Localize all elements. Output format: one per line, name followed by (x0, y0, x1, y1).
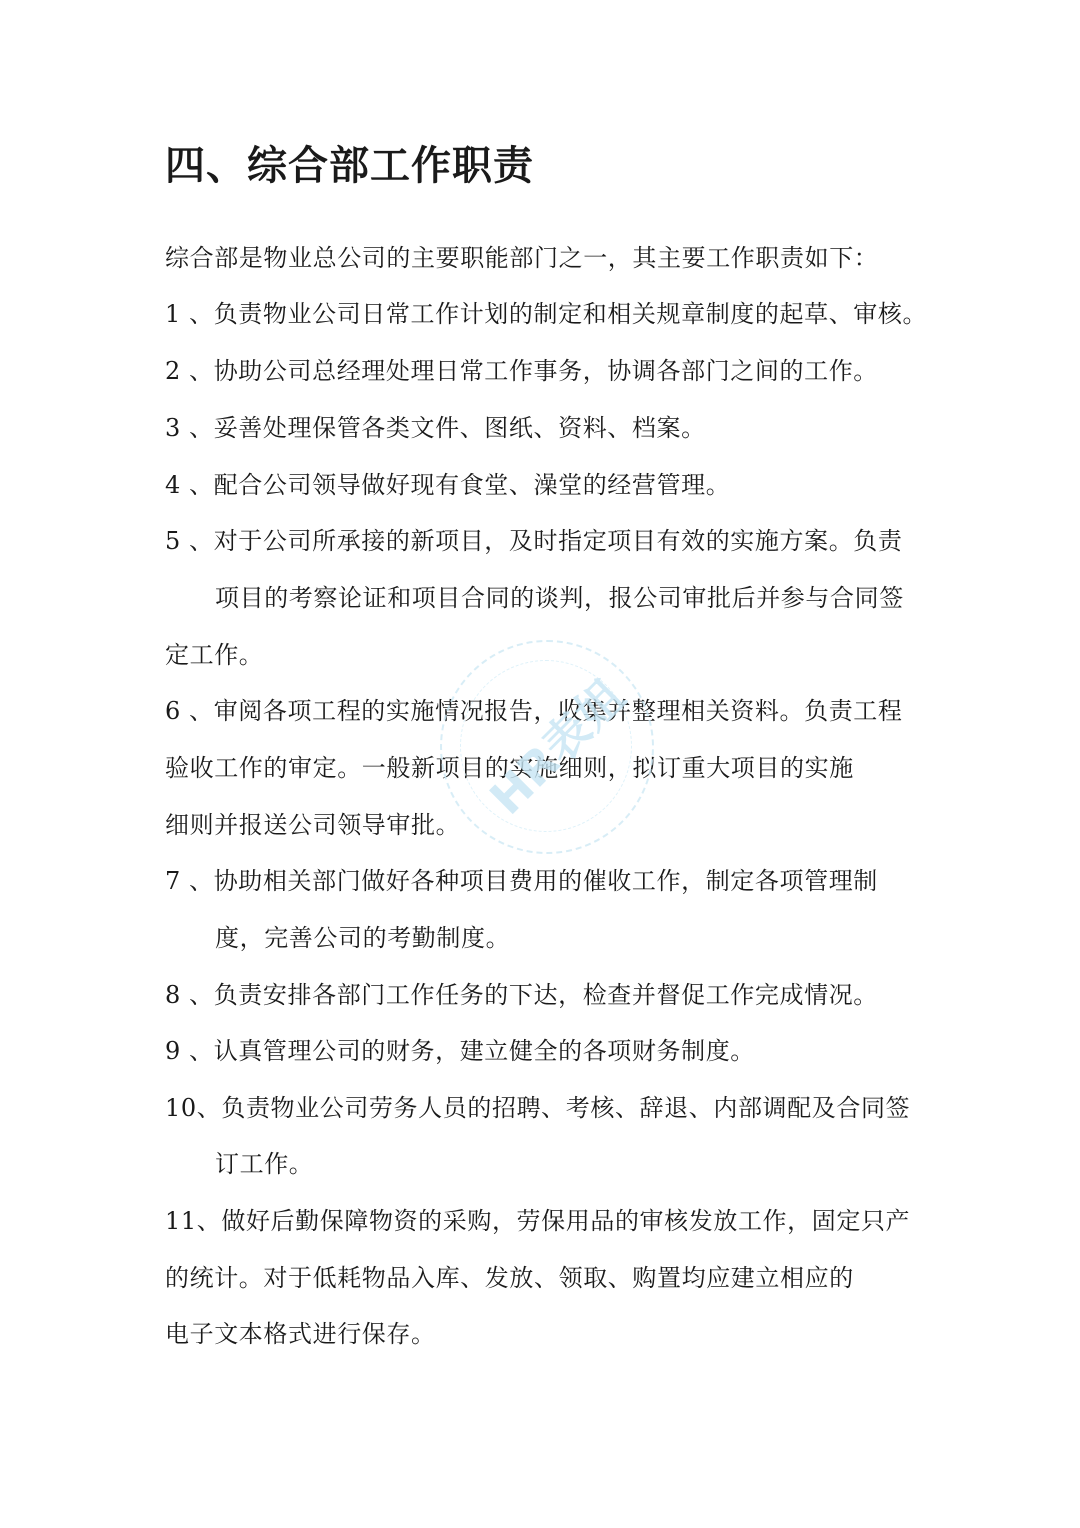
item-text: 协助相关部门做好各种项目费用的催收工作，制定各项管理制 (213, 867, 878, 895)
item-number: 2 、 (165, 357, 214, 385)
item-text: 协助公司总经理处理日常工作事务，协调各部门之间的工作。 (213, 357, 878, 385)
item-number: 8 、 (165, 981, 214, 1009)
item-text: 负责物业公司劳务人员的招聘、考核、辞退、内部调配及合同签 (221, 1094, 911, 1122)
list-item (165, 978, 878, 1012)
item-continuation: 电子文本格式进行保存。 (165, 1320, 436, 1348)
list-item (165, 524, 903, 558)
item-continuation: 的统计。对于低耗物品入库、发放、领取、购置均应建立相应的 (165, 1264, 854, 1292)
watermark-seal (440, 640, 654, 854)
item-text: 配合公司领导做好现有食堂、澡堂的经营管理。 (213, 471, 731, 499)
item-text: 负责物业公司日常工作计划的制定和相关规章制度的起草、审核。 (213, 300, 928, 328)
item-text: 认真管理公司的财务，建立健全的各项财务制度。 (213, 1037, 755, 1065)
item-text: 妥善处理保管各类文件、图纸、资料、档案。 (213, 414, 706, 442)
intro-paragraph: 综合部是物业总公司的主要职能部门之一，其主要工作职责如下： (165, 244, 879, 272)
item-number: 10、 (165, 1094, 222, 1122)
list-item (165, 354, 878, 388)
list-item (165, 1091, 910, 1125)
item-number: 6 、 (165, 697, 214, 725)
watermark-text: HR表姐 (479, 669, 635, 825)
item-number: 7 、 (165, 867, 214, 895)
item-continuation: 验收工作的审定。一般新项目的实施细则，拟订重大项目的实施 (165, 754, 854, 782)
item-continuation: 项目的考察论证和项目合同的谈判，报公司审批后并参与合同签 (215, 584, 904, 612)
item-text: 审阅各项工程的实施情况报告，收集并整理相关资料。负责工程 (213, 697, 903, 725)
item-text: 做好后勤保障物资的采购，劳保用品的审核发放工作，固定只产 (221, 1207, 911, 1235)
item-number: 5 、 (165, 527, 214, 555)
list-item (165, 297, 927, 331)
item-number: 3 、 (165, 414, 214, 442)
list-item (165, 1034, 755, 1068)
item-text: 对于公司所承接的新项目，及时指定项目有效的实施方案。负责 (213, 527, 903, 555)
item-number: 11、 (165, 1207, 222, 1235)
item-continuation: 细则并报送公司领导审批。 (165, 811, 461, 839)
list-item (165, 411, 706, 445)
item-number: 4 、 (165, 471, 214, 499)
item-text: 负责安排各部门工作任务的下达，检查并督促工作完成情况。 (213, 981, 878, 1009)
item-continuation: 定工作。 (165, 641, 264, 669)
item-continuation: 订工作。 (215, 1150, 314, 1178)
list-item (165, 1204, 910, 1238)
list-item (165, 468, 730, 502)
item-number: 1 、 (165, 300, 214, 328)
item-continuation: 度，完善公司的考勤制度。 (215, 924, 511, 952)
list-item (165, 864, 878, 898)
page-title: 四、综合部工作职责 (165, 142, 534, 189)
item-number: 9 、 (165, 1037, 214, 1065)
